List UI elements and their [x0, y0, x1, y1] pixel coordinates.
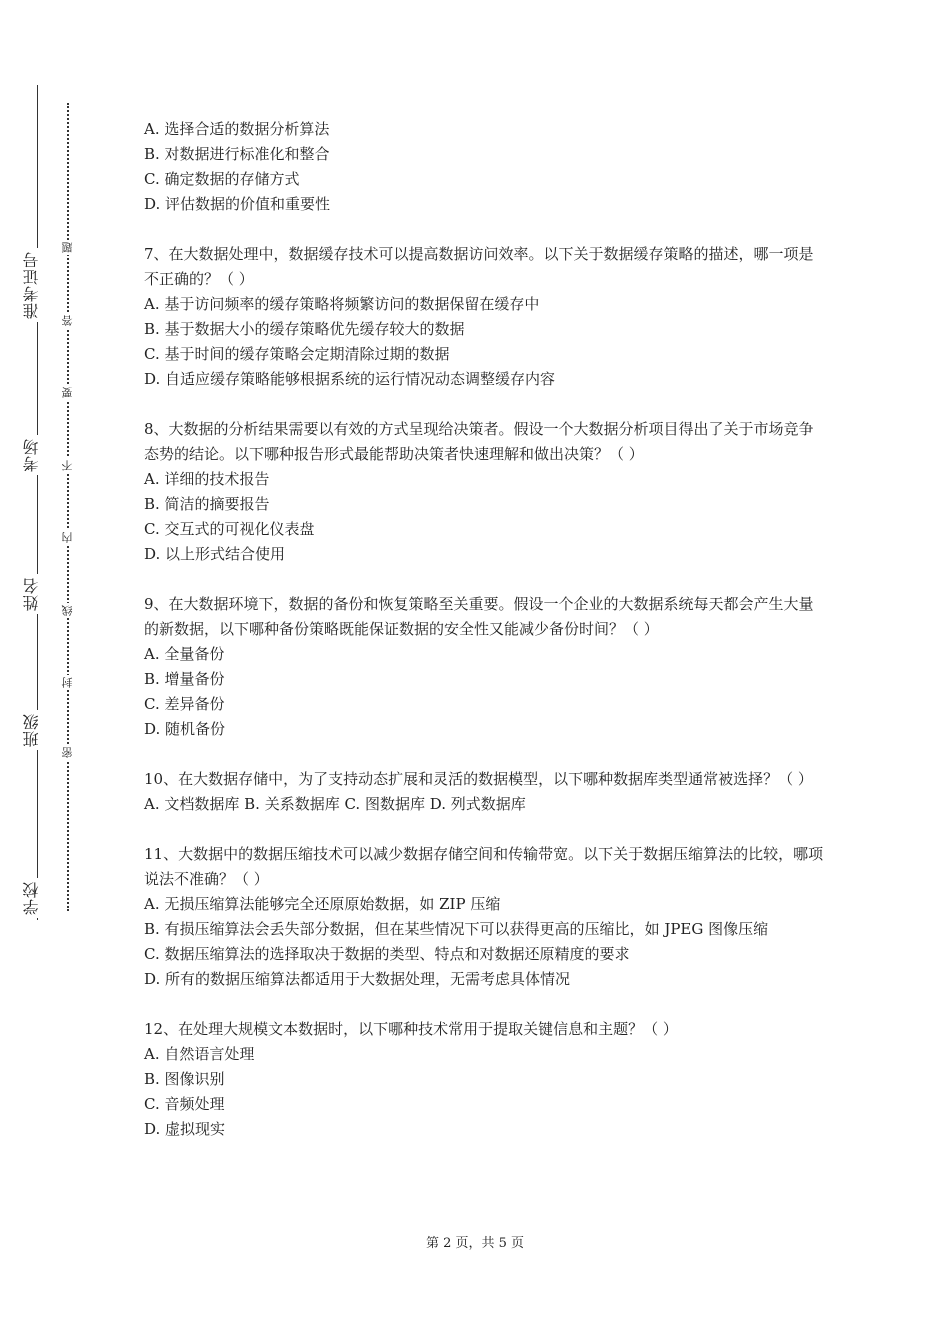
option-d: D. 虚拟现实: [144, 1120, 226, 1138]
question-stem: 8、大数据的分析结果需要以有效的方式呈现给决策者。假设一个大数据分析项目得出了关于市场竞争态势的结论。以下哪种报告形式最能帮助决策者快速理解和做出决策？（ ）: [144, 420, 814, 463]
option-b: B. 增量备份: [144, 670, 225, 688]
option-a: A. 选择合适的数据分析算法: [144, 120, 330, 138]
option-c: C. 确定数据的存储方式: [144, 170, 300, 188]
option-c: C. 数据压缩算法的选择取决于数据的类型、特点和对数据还原精度的要求: [144, 945, 630, 963]
option-a: A. 全量备份: [144, 645, 225, 663]
option-c: C. 交互式的可视化仪表盘: [144, 520, 315, 538]
question-11: [144, 842, 824, 992]
option-b: B. 简洁的摘要报告: [144, 495, 270, 513]
seal-char: 要: [61, 387, 74, 398]
option-b: B. 图像识别: [144, 1070, 225, 1088]
question-6-continued: [144, 117, 824, 217]
field-label-name: 姓名: [20, 574, 54, 614]
option-a: A. 自然语言处理: [144, 1045, 255, 1063]
question-stem: 10、在大数据存储中，为了支持动态扩展和灵活的数据模型，以下哪种数据库类型通常被选择？（ ）: [144, 770, 813, 788]
question-stem: 11、大数据中的数据压缩技术可以减少数据存储空间和传输带宽。以下关于数据压缩算法的比较，哪项说法不准确？（ ）: [144, 845, 824, 888]
question-12: [144, 1017, 824, 1142]
option-c: C. 差异备份: [144, 695, 225, 713]
question-stem: 9、在大数据环境下，数据的备份和恢复策略至关重要。假设一个企业的大数据系统每天都会产生大量的新数据，以下哪种备份策略既能保证数据的安全性又能减少备份时间？（ ）: [144, 595, 814, 638]
option-b: B. 有损压缩算法会丢失部分数据，但在某些情况下可以获得更高的压缩比，如 JPEG 图像压缩: [144, 920, 769, 938]
option-b: B. 基于数据大小的缓存策略优先缓存较大的数据: [144, 320, 465, 338]
seal-char: 题: [61, 242, 74, 253]
option-b: B. 对数据进行标准化和整合: [144, 145, 330, 163]
seal-char: 不: [61, 460, 74, 471]
question-list: [144, 117, 824, 1167]
field-label-exam-room: 考场: [20, 435, 54, 475]
option-d: D. 以上形式结合使用: [144, 545, 286, 563]
question-10: [144, 767, 824, 817]
page-number: 第 2 页，共 5 页: [425, 1236, 525, 1251]
option-a: A. 基于访问频率的缓存策略将频繁访问的数据保留在缓存中: [144, 295, 540, 313]
question-7: [144, 242, 824, 392]
seal-char: 答: [61, 315, 74, 326]
option-d: D. 自适应缓存策略能够根据系统的运行情况动态调整缓存内容: [144, 370, 556, 388]
option-a: A. 详细的技术报告: [144, 470, 270, 488]
seal-char: 线: [61, 605, 74, 616]
option-c: C. 音频处理: [144, 1095, 225, 1113]
seal-char: 内: [61, 532, 74, 543]
seal-char: 封: [61, 677, 74, 688]
question-8: [144, 417, 824, 567]
binding-dotted-line: [67, 103, 69, 911]
option-a: A. 无损压缩算法能够完全还原原始数据，如 ZIP 压缩: [144, 895, 501, 913]
seal-char: 密: [61, 747, 74, 758]
option-d: D. 所有的数据压缩算法都适用于大数据处理，无需考虑具体情况: [144, 970, 571, 988]
question-stem: 12、在处理大规模文本数据时，以下哪种技术常用于提取关键信息和主题？（ ）: [144, 1020, 678, 1038]
option-d: D. 随机备份: [144, 720, 226, 738]
options-inline: A. 文档数据库 B. 关系数据库 C. 图数据库 D. 列式数据库: [144, 795, 526, 813]
field-label-class: 班级: [20, 710, 54, 750]
field-label-school: 学校: [20, 878, 54, 918]
binding-solid-line: [37, 85, 38, 920]
question-stem: 7、在大数据处理中，数据缓存技术可以提高数据访问效率。以下关于数据缓存策略的描述，哪一项是不正确的？（ ）: [144, 245, 814, 288]
question-9: [144, 592, 824, 742]
field-label-exam-number: 准考证号: [20, 248, 54, 322]
option-c: C. 基于时间的缓存策略会定期清除过期的数据: [144, 345, 450, 363]
option-d: D. 评估数据的价值和重要性: [144, 195, 331, 213]
